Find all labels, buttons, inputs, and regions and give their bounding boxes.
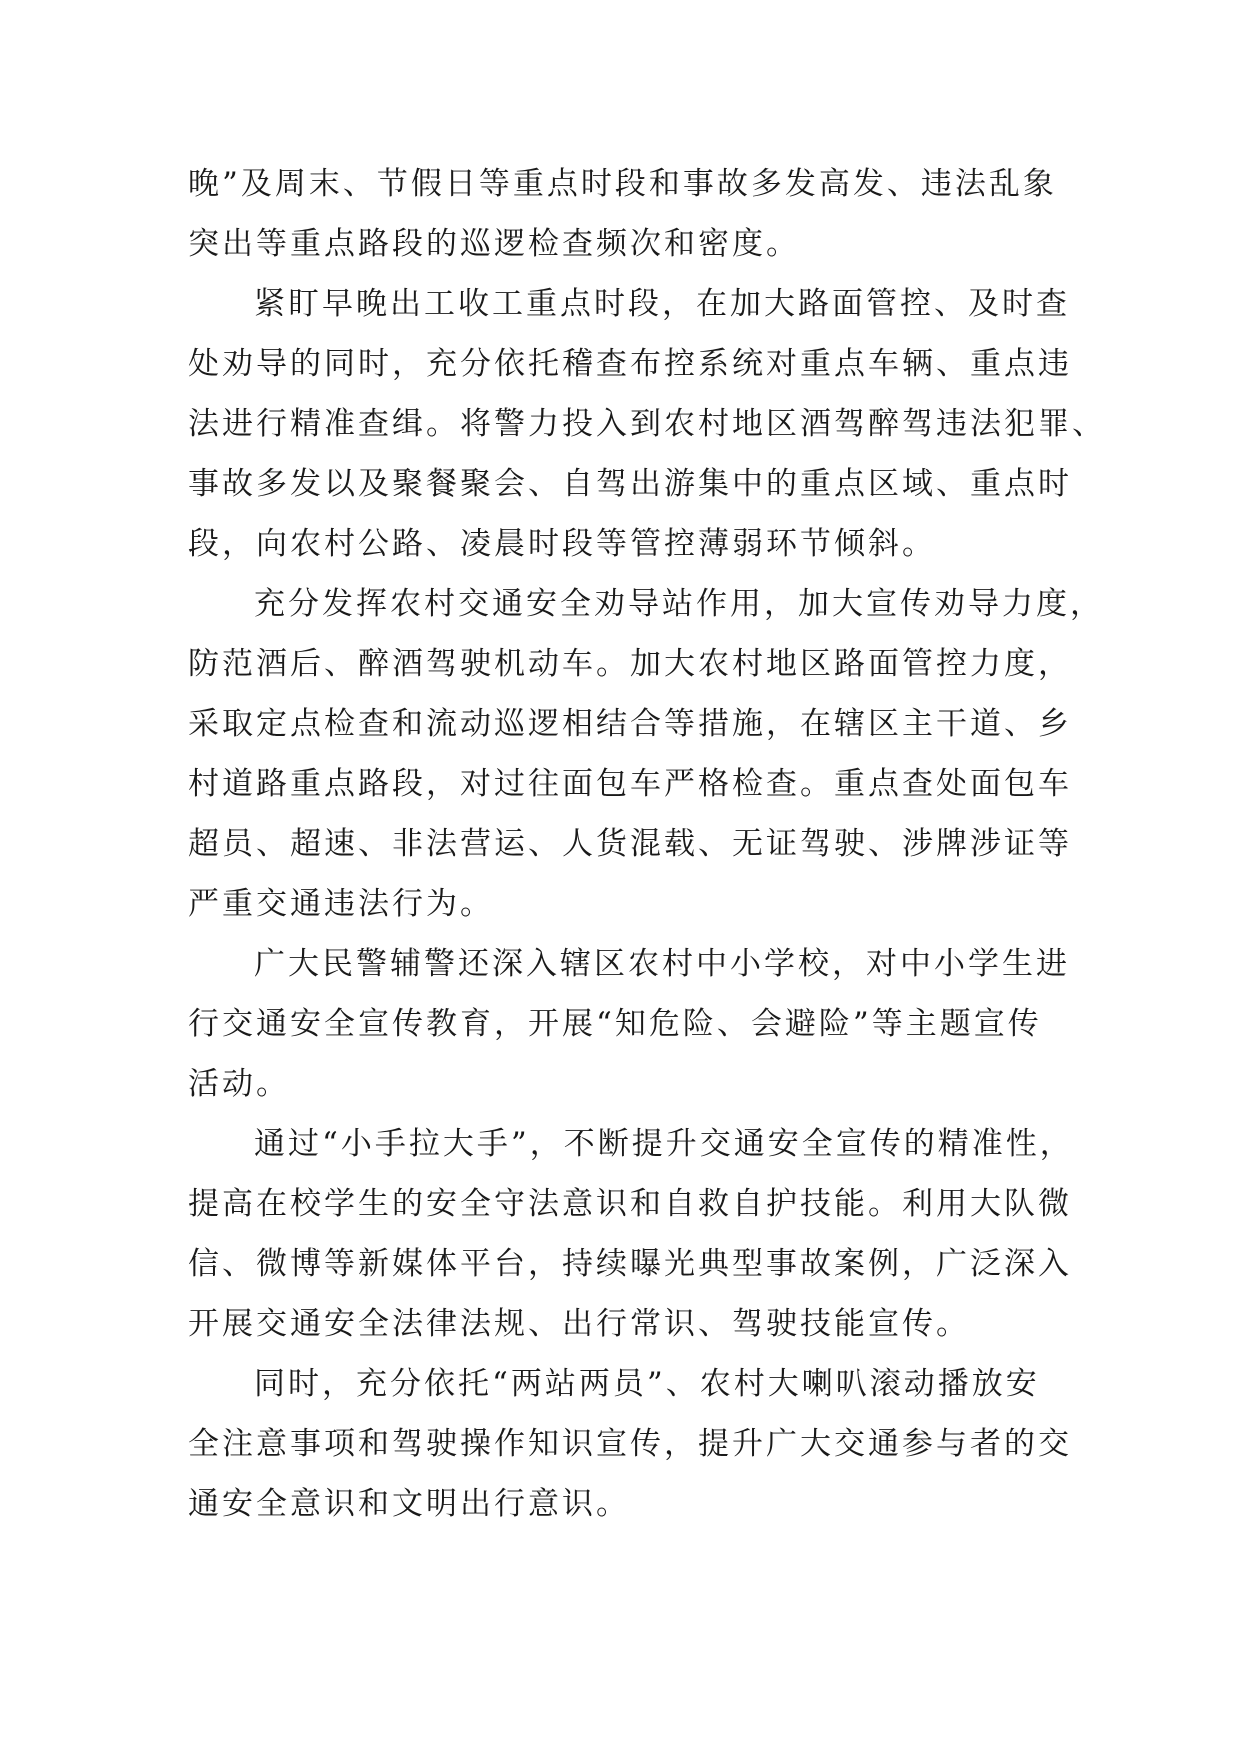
text-line: 采取定点检查和流动巡逻相结合等措施，在辖区主干道、乡: [188, 706, 1072, 742]
text-line: 信、微博等新媒体平台，持续曝光典型事故案例，广泛深入: [188, 1246, 1072, 1282]
text-line: 法进行精准查缉。将警力投入到农村地区酒驾醉驾违法犯罪、: [188, 406, 1106, 442]
text-line: 事故多发以及聚餐聚会、自驾出游集中的重点区域、重点时: [188, 466, 1072, 502]
text-line: 充分发挥农村交通安全劝导站作用，加大宣传劝导力度，: [254, 586, 1104, 622]
paragraph-3: [188, 574, 1104, 934]
text-line: 行交通安全宣传教育，开展“知危险、会避险”等主题宣传: [188, 1006, 1042, 1042]
paragraph-4: [188, 934, 1068, 1114]
paragraph-6: [188, 1354, 1072, 1534]
text-line: 晚”及周末、节假日等重点时段和事故多发高发、违法乱象: [188, 166, 1057, 202]
text-line: 活动。: [188, 1066, 290, 1102]
text-line: 通安全意识和文明出行意识。: [188, 1486, 630, 1522]
text-line: 村道路重点路段，对过往面包车严格检查。重点查处面包车: [188, 766, 1072, 802]
text-line: 严重交通违法行为。: [188, 886, 494, 922]
text-line: 紧盯早晚出工收工重点时段，在加大路面管控、及时查: [254, 286, 1070, 322]
text-line: 段，向农村公路、凌晨时段等管控薄弱环节倾斜。: [188, 526, 936, 562]
text-line: 提高在校学生的安全守法意识和自救自护技能。利用大队微: [188, 1186, 1072, 1222]
document-body: [188, 154, 1106, 1534]
paragraph-2: [188, 274, 1106, 574]
text-line: 开展交通安全法律法规、出行常识、驾驶技能宣传。: [188, 1306, 970, 1342]
text-line: 防范酒后、醉酒驾驶机动车。加大农村地区路面管控力度，: [188, 646, 1072, 682]
paragraph-5: [188, 1114, 1074, 1354]
text-line: 突出等重点路段的巡逻检查频次和密度。: [188, 226, 800, 262]
text-line: 通过“小手拉大手”，不断提升交通安全宣传的精准性，: [254, 1126, 1074, 1162]
text-line: 广大民警辅警还深入辖区农村中小学校，对中小学生进: [254, 946, 1070, 982]
text-line: 同时，充分依托“两站两员”、农村大喇叭滚动播放安: [254, 1366, 1040, 1402]
text-line: 超员、超速、非法营运、人货混载、无证驾驶、涉牌涉证等: [188, 826, 1072, 862]
text-line: 处劝导的同时，充分依托稽查布控系统对重点车辆、重点违: [188, 346, 1072, 382]
paragraph-1: [188, 154, 1068, 274]
text-line: 全注意事项和驾驶操作知识宣传，提升广大交通参与者的交: [188, 1426, 1072, 1462]
